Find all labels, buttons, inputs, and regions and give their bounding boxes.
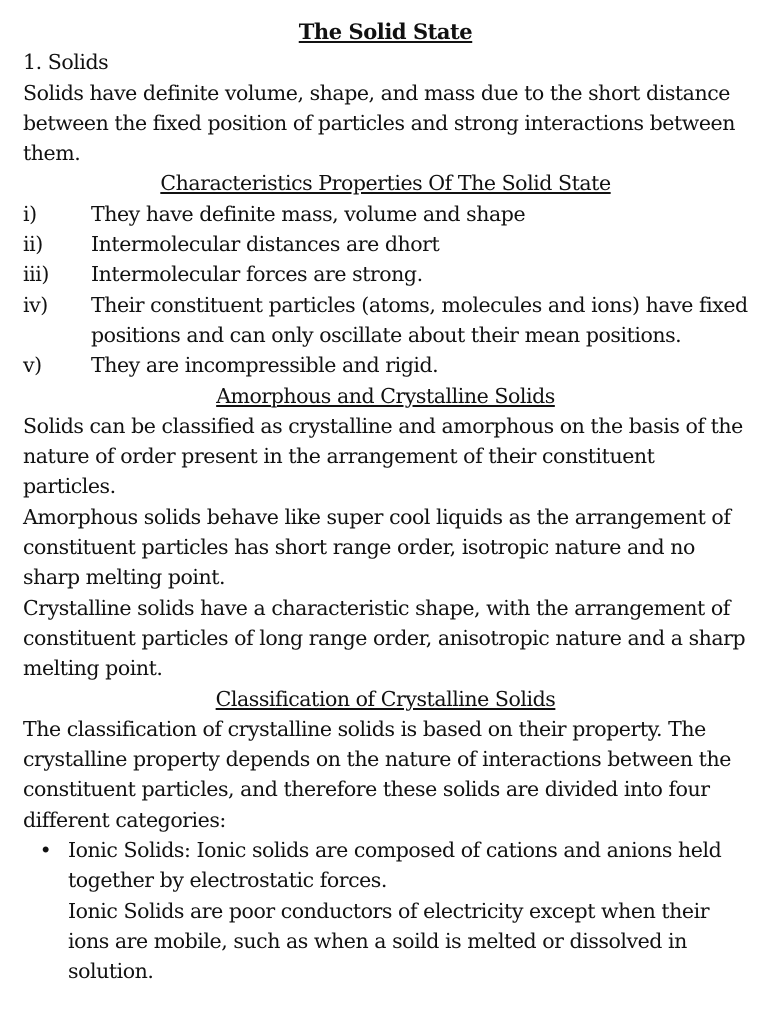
list-item-text [68, 835, 748, 986]
classification-paragraph: The classification of crystalline solids is based on their property. The crystalline property depends on the nature of interactions between the constituent particles, and therefore these solids are divided into four different categories: [23, 716, 731, 832]
characteristics-heading: Characteristics Properties Of The Solid State [160, 171, 611, 196]
list-item-text: Intermolecular distances are dhort [91, 232, 440, 257]
document-page [23, 17, 748, 987]
list-marker: iv) [23, 292, 48, 317]
bullet-line-1: Ionic Solids: Ionic solids are composed of cations and anions held together by electrostatic forces. [68, 838, 722, 893]
section-1-heading [23, 47, 748, 77]
amorphous-paragraph-2: Amorphous solids behave like super cool liquids as the arrangement of constituent particles has short range order, isotropic nature and no sharp melting point. [23, 504, 731, 590]
list-item [23, 835, 748, 986]
list-item-text: Their constituent particles (atoms, molecules and ions) have fixed positions and can only oscillate about their mean positions. [91, 292, 748, 347]
list-marker: iii) [23, 262, 49, 287]
list-item [23, 259, 748, 289]
bullet-icon: • [39, 838, 52, 863]
amorphous-paragraph-1: Solids can be classified as crystalline and amorphous on the basis of the nature of order present in the arrangement of their constituent particles. [23, 413, 743, 499]
list-item [23, 350, 748, 380]
section-title: Solids [47, 50, 109, 75]
classification-list [23, 835, 748, 986]
list-item [23, 229, 748, 259]
list-marker: i) [23, 201, 37, 226]
classification-heading: Classification of Crystalline Solids [215, 686, 556, 711]
list-item [23, 199, 748, 229]
list-item-text: Intermolecular forces are strong. [91, 262, 423, 287]
bullet-line-2: Ionic Solids are poor conductors of electricity except when their ions are mobile, such as when a soild is melted or dissolved in solution. [68, 898, 710, 984]
section-number: 1. [23, 50, 42, 75]
page-title: The Solid State [298, 19, 473, 44]
amorphous-paragraph-3: Crystalline solids have a characteristic shape, with the arrangement of constituent particles of long range order, anisotropic nature and a sharp melting point. [23, 595, 746, 681]
section-1-paragraph: Solids have definite volume, shape, and mass due to the short distance between the fixed position of particles and strong interactions between them. [23, 80, 735, 166]
characteristics-list [23, 199, 748, 381]
list-item-text: They have definite mass, volume and shape [91, 201, 526, 226]
amorphous-heading: Amorphous and Crystalline Solids [216, 383, 555, 408]
list-item [23, 290, 748, 351]
list-marker: ii) [23, 232, 43, 257]
list-marker: v) [23, 353, 42, 378]
list-item-text: They are incompressible and rigid. [91, 353, 439, 378]
